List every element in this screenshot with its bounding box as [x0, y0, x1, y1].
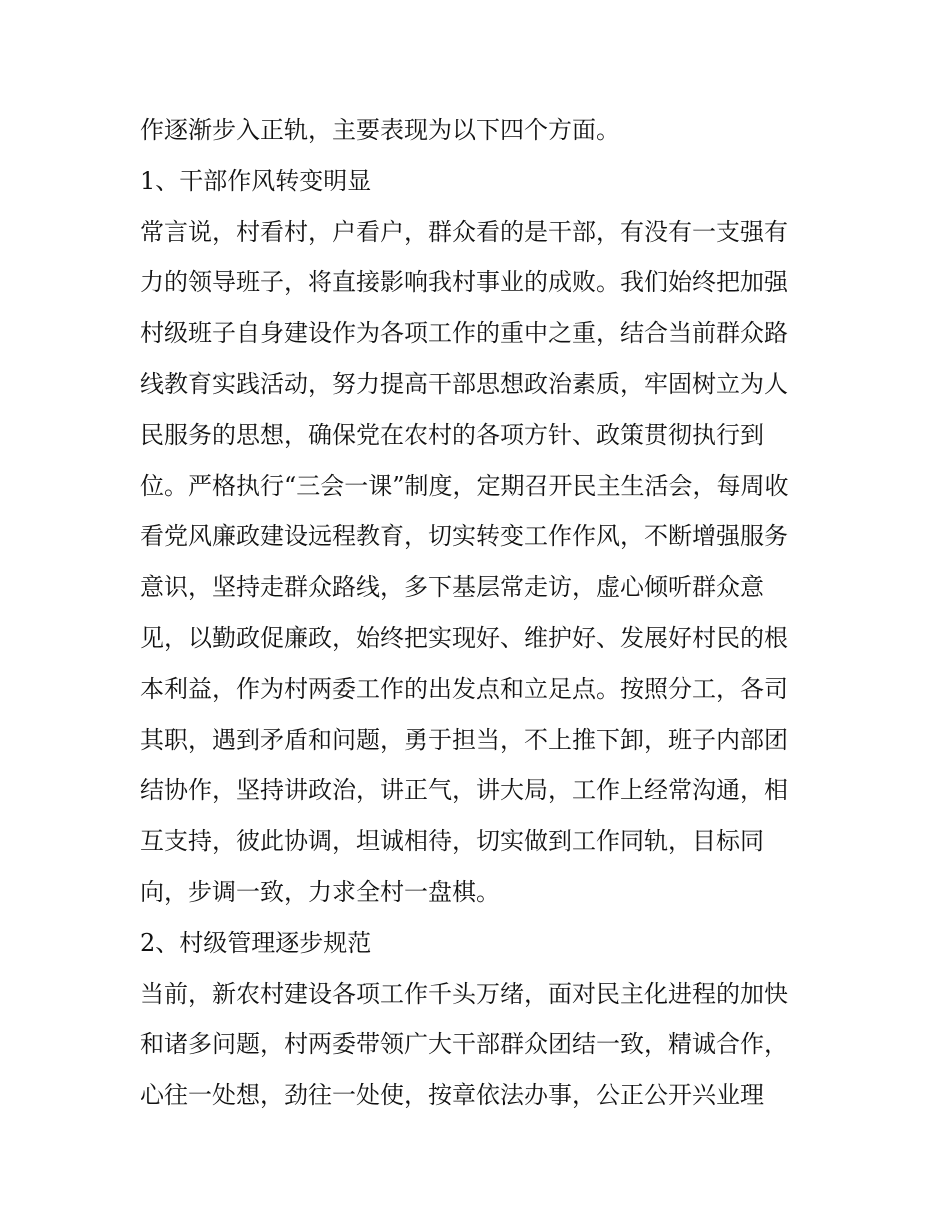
paragraph-line: 结协作，坚持讲政治，讲正气，讲大局，工作上经常沟通，相: [140, 776, 788, 805]
paragraph-line: 向，步调一致，力求全村一盘棋。: [140, 877, 500, 906]
paragraph-line: 村级班子自身建设作为各项工作的重中之重，结合当前群众路: [140, 319, 788, 348]
paragraph-line: 线教育实践活动，努力提高干部思想政治素质，牢固树立为人: [140, 369, 788, 398]
paragraph-line: 心往一处想，劲往一处使，按章依法办事，公正公开兴业理: [140, 1081, 764, 1110]
paragraph-line: 力的领导班子，将直接影响我村事业的成败。我们始终把加强: [140, 268, 788, 297]
paragraph-line: 常言说，村看村，户看户，群众看的是干部，有没有一支强有: [140, 217, 788, 246]
paragraph-line: 民服务的思想，确保党在农村的各项方针、政策贯彻执行到: [140, 420, 764, 449]
paragraph-line-intro-end: 作逐渐步入正轨，主要表现为以下四个方面。: [140, 116, 620, 144]
section-heading-2: 2、村级管理逐步规范: [140, 928, 372, 957]
paragraph-line: 和诸多问题，村两委带领广大干部群众团结一致，精诚合作，: [140, 1030, 788, 1059]
paragraph-line: 本利益，作为村两委工作的出发点和立足点。按照分工，各司: [140, 674, 788, 703]
paragraph-line: 位。严格执行“三会一课”制度，定期召开民主生活会，每周收: [140, 471, 789, 500]
paragraph-line: 其职，遇到矛盾和问题，勇于担当，不上推下卸，班子内部团: [140, 725, 788, 754]
document-body: [140, 105, 830, 1121]
paragraph-line: 看党风廉政建设远程教育，切实转变工作作风，不断增强服务: [140, 522, 788, 551]
paragraph-line: 当前，新农村建设各项工作千头万绪，面对民主化进程的加快: [140, 979, 788, 1008]
paragraph-line: 互支持，彼此协调，坦诚相待，切实做到工作同轨，目标同: [140, 827, 764, 856]
section-heading-1: 1、干部作风转变明显: [140, 166, 372, 195]
paragraph-line: 意识，坚持走群众路线，多下基层常走访，虚心倾听群众意: [140, 573, 764, 602]
paragraph-line: 见，以勤政促廉政，始终把实现好、维护好、发展好村民的根: [140, 623, 788, 652]
